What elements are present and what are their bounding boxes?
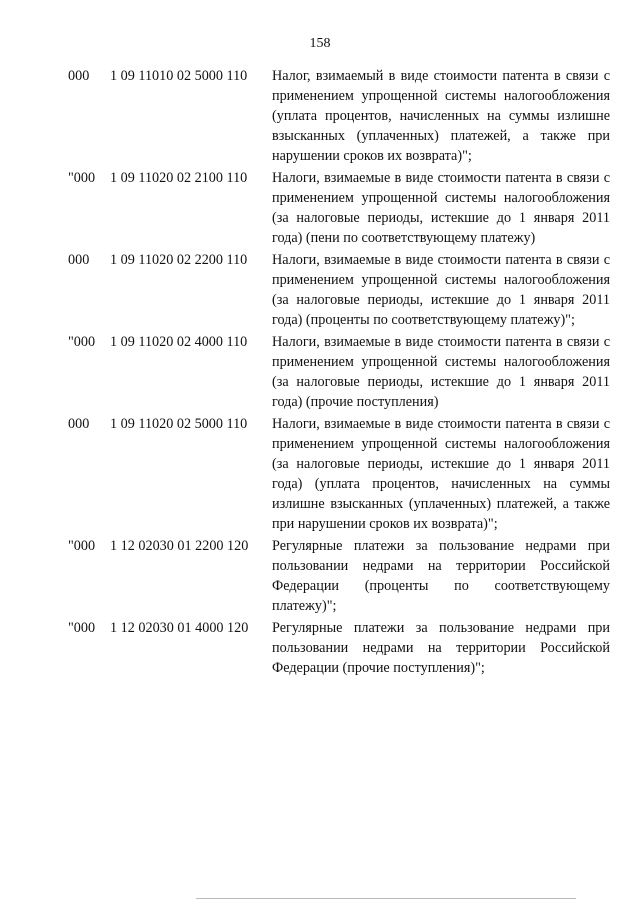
admin-code: "000	[68, 620, 96, 636]
budget-classification-code: 1 12 02030 01 4000 120	[110, 620, 249, 636]
budget-classification-code: 1 09 11020 02 2100 110	[110, 170, 248, 186]
scan-edge-line	[196, 898, 576, 899]
list-item	[0, 536, 640, 616]
page-number: 158	[309, 36, 331, 51]
budget-classification-code: 1 09 11020 02 4000 110	[110, 334, 248, 350]
income-description: Регулярные платежи за пользование недрами при пользовании недрами на территории Российской Федерации (прочие поступления)";	[272, 620, 610, 676]
budget-classification-code: 1 09 11020 02 2200 110	[110, 252, 248, 268]
list-item	[0, 66, 640, 166]
admin-code: 000	[68, 68, 90, 84]
admin-code: "000	[68, 538, 96, 554]
list-item	[0, 618, 640, 678]
admin-code: "000	[68, 334, 96, 350]
budget-classification-code: 1 12 02030 01 2200 120	[110, 538, 249, 554]
income-description: Налог, взимаемый в виде стоимости патента в связи с применением упрощенной системы налогообложения (уплата процентов, начисленных на суммы излишне взысканных (уплаченных) платежей, а также при нарушении сроков их возврата)";	[272, 68, 610, 164]
admin-code: "000	[68, 170, 96, 186]
income-description: Налоги, взимаемые в виде стоимости патента в связи с применением упрощенной системы налогообложения (за налоговые периоды, истекшие до 1 января 2011 года) (уплата процентов, начисленных на суммы излишне взысканных (уплаченных) платежей, а также при нарушении сроков их возврата)";	[272, 416, 610, 532]
income-description: Регулярные платежи за пользование недрами при пользовании недрами на территории Российской Федерации (проценты по соответствующему платежу)";	[272, 538, 610, 614]
income-description: Налоги, взимаемые в виде стоимости патента в связи с применением упрощенной системы налогообложения (за налоговые периоды, истекшие до 1 января 2011 года) (проценты по соответствующему платежу)";	[272, 252, 610, 328]
budget-classification-code: 1 09 11010 02 5000 110	[110, 68, 248, 84]
budget-code-list	[0, 66, 640, 678]
admin-code: 000	[68, 252, 90, 268]
budget-classification-code: 1 09 11020 02 5000 110	[110, 416, 248, 432]
list-item	[0, 250, 640, 330]
list-item	[0, 168, 640, 248]
list-item	[0, 414, 640, 534]
admin-code: 000	[68, 416, 90, 432]
income-description: Налоги, взимаемые в виде стоимости патента в связи с применением упрощенной системы налогообложения (за налоговые периоды, истекшие до 1 января 2011 года) (пени по соответствующему платежу)	[272, 170, 610, 246]
income-description: Налоги, взимаемые в виде стоимости патента в связи с применением упрощенной системы налогообложения (за налоговые периоды, истекшие до 1 января 2011 года) (прочие поступления)	[272, 334, 610, 410]
list-item	[0, 332, 640, 412]
